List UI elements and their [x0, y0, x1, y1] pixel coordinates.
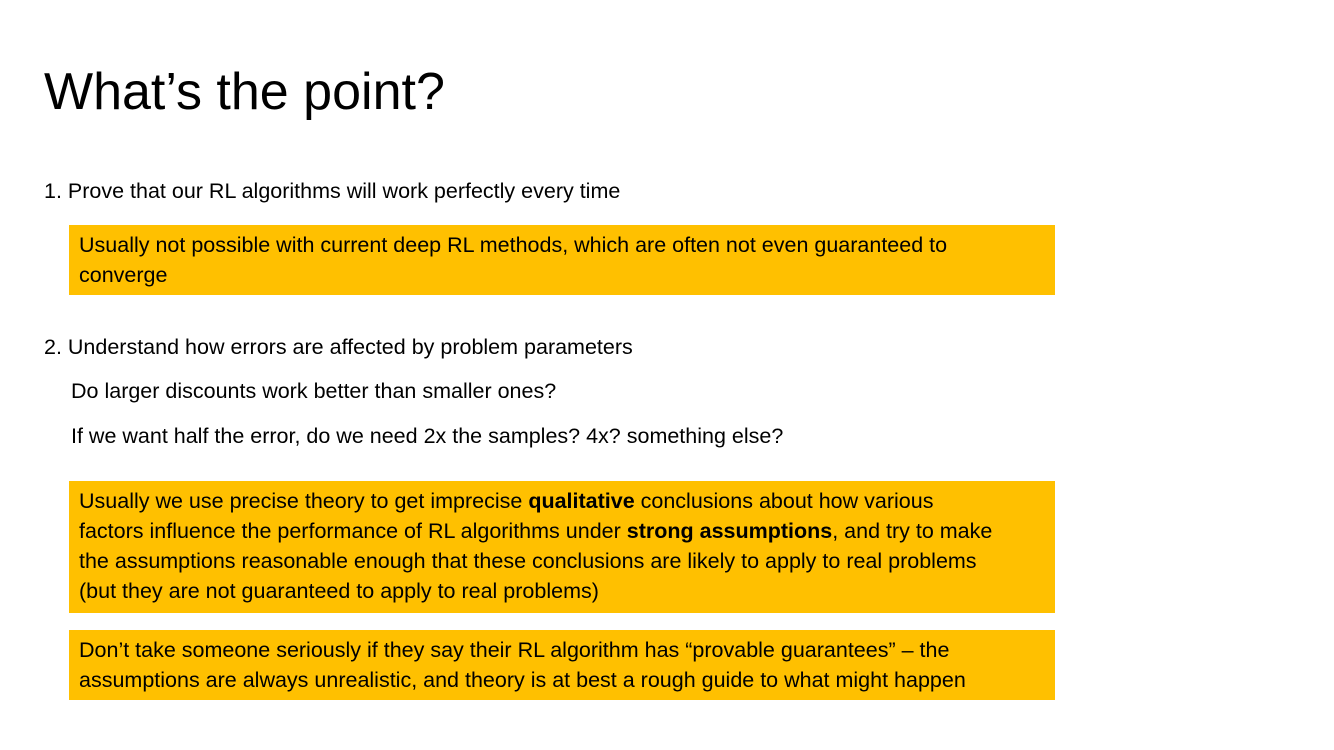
warning-callout — [69, 630, 1055, 700]
point-2-callout — [69, 481, 1055, 613]
title-suffix: ? — [415, 63, 445, 121]
warning-callout-line-1: Don’t take someone seriously if they say their RL algorithm has “provable guarantees” – the — [79, 638, 950, 662]
title-prefix: What’s the — [44, 63, 304, 121]
point-1-callout-line-1: Usually not possible with current deep RL methods, which are often not even guaranteed to — [79, 233, 948, 257]
callout-text: conclusions about how various — [634, 489, 934, 513]
point-1-callout — [69, 225, 1055, 295]
callout-text: factors influence the performance of RL algorithms under — [79, 519, 627, 543]
point-2-callout-line-1 — [79, 486, 1045, 516]
point-1-heading: 1. Prove that our RL algorithms will work perfectly every time — [44, 179, 621, 203]
warning-callout-line-2: assumptions are always unrealistic, and theory is at best a rough guide to what might happen — [79, 668, 966, 692]
point-2-question-2: If we want half the error, do we need 2x the samples? 4x? something else? — [71, 424, 784, 448]
callout-bold-qualitative: qualitative — [528, 489, 635, 513]
point-2-callout-line-3: the assumptions reasonable enough that these conclusions are likely to apply to real problems — [79, 549, 977, 573]
page-title — [44, 60, 445, 124]
point-1-callout-line-2: converge — [79, 263, 168, 287]
point-2-heading: 2. Understand how errors are affected by problem parameters — [44, 335, 633, 359]
title-emphasis: point — [303, 63, 416, 121]
point-2-callout-line-2 — [79, 516, 1045, 546]
callout-text: Usually we use precise theory to get imprecise — [79, 489, 529, 513]
callout-text: , and try to make — [832, 519, 993, 543]
point-2-question-1: Do larger discounts work better than smaller ones? — [71, 379, 557, 403]
point-2-callout-line-4: (but they are not guaranteed to apply to real problems) — [79, 579, 599, 603]
callout-bold-strong-assumptions: strong assumptions — [626, 519, 833, 543]
